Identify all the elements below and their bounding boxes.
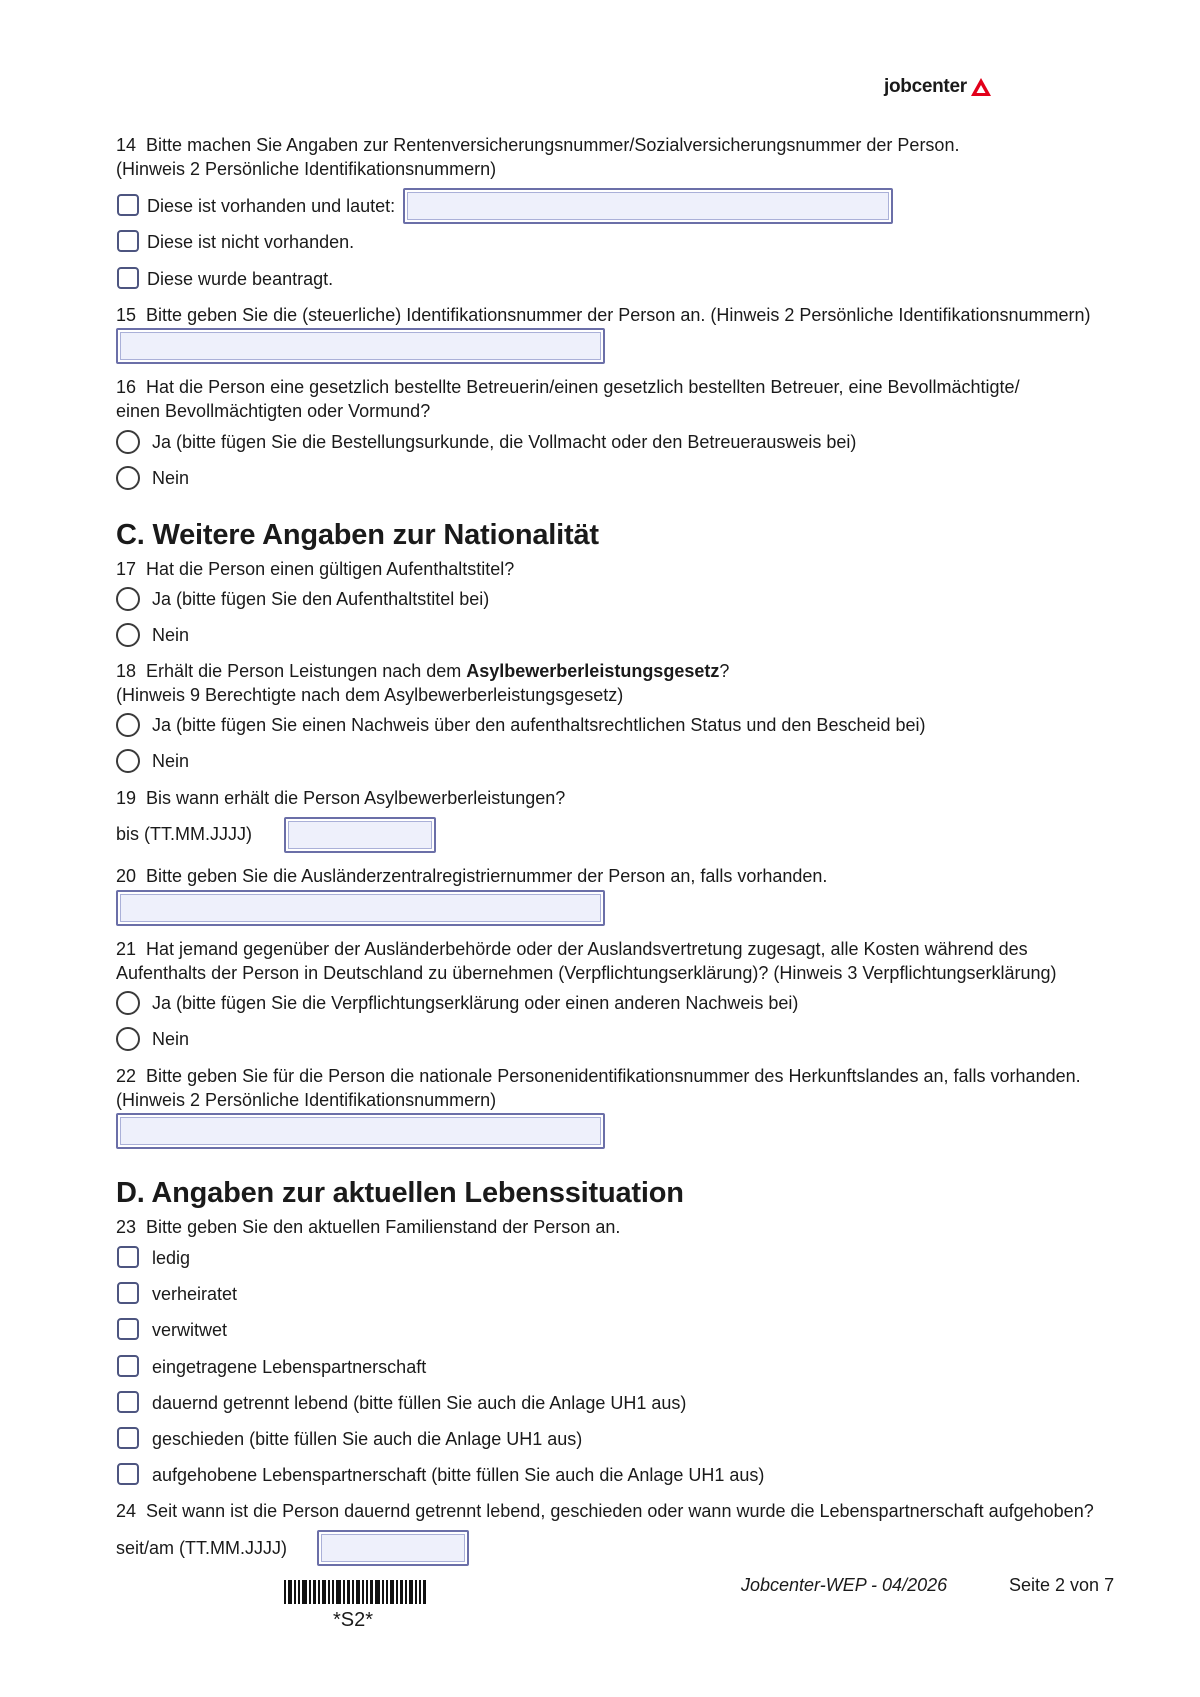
q23-option-label: aufgehobene Lebenspartnerschaft (bitte füllen Sie auch die Anlage UH1 aus)	[152, 1465, 765, 1485]
q22-text: Bitte geben Sie für die Person die nationale Personenidentifikationsnummer des Herkunftslandes an, falls vorhanden.	[146, 1066, 1081, 1086]
q14-question	[116, 134, 959, 156]
q17-no-label: Nein	[152, 625, 190, 645]
barcode-text: *S2*	[333, 1609, 374, 1631]
q14-hint: (Hinweis 2 Persönliche Identifikationsnummern)	[116, 159, 497, 179]
q21-yes-label: Ja (bitte fügen Sie die Verpflichtungserklärung oder einen anderen Nachweis bei)	[152, 993, 799, 1013]
q19-text: Bis wann erhält die Person Asylbewerberleistungen?	[146, 788, 566, 808]
q21-question	[116, 938, 1028, 960]
q18-yes-radio[interactable]	[116, 713, 140, 737]
q14-applied-label: Diese wurde beantragt.	[147, 269, 334, 289]
q21-text-line1: Hat jemand gegenüber der Ausländerbehörde oder der Auslandsvertretung zugesagt, alle Kosten während des	[146, 939, 1028, 959]
q21-text-line2: Aufenthalts der Person in Deutschland zu übernehmen (Verpflichtungserklärung)? (Hinweis 3 Verpflichtungserklärung)	[116, 963, 1057, 983]
q23-text: Bitte geben Sie den aktuellen Familienstand der Person an.	[146, 1217, 621, 1237]
q18-yes-label: Ja (bitte fügen Sie einen Nachweis über den aufenthaltsrechtlichen Status und den Bescheid bei)	[152, 715, 926, 735]
q16-number: 16	[116, 377, 137, 397]
form-id: Jobcenter-WEP - 04/2026	[741, 1575, 948, 1595]
q21-yes-radio[interactable]	[116, 991, 140, 1015]
q20-number: 20	[116, 866, 137, 886]
q16-yes-label: Ja (bitte fügen Sie die Bestellungsurkunde, die Vollmacht oder den Betreuerausweis bei)	[152, 432, 857, 452]
q18-question	[116, 660, 729, 682]
q23-option-label: ledig	[152, 1248, 191, 1268]
q19-date-label: bis (TT.MM.JJJJ)	[116, 824, 252, 844]
q19-date-input[interactable]	[284, 817, 436, 853]
q23-option-label: dauernd getrennt lebend (bitte füllen Sie auch die Anlage UH1 aus)	[152, 1393, 687, 1413]
q18-number: 18	[116, 661, 137, 681]
q19-question	[116, 787, 565, 809]
q14-present-label: Diese ist vorhanden und lautet:	[147, 196, 396, 216]
q14-applied-checkbox[interactable]	[117, 267, 139, 289]
q18-text-suffix: ?	[719, 661, 730, 681]
q14-text: Bitte machen Sie Angaben zur Rentenversicherungsnummer/Sozialversicherungsnummer der Person.	[146, 135, 960, 155]
q14-number-input[interactable]	[403, 188, 893, 224]
barcode	[284, 1580, 428, 1604]
q18-no-label: Nein	[152, 751, 190, 771]
q18-hint: (Hinweis 9 Berechtigte nach dem Asylbewerberleistungsgesetz)	[116, 685, 624, 705]
q23-option-label: verheiratet	[152, 1284, 238, 1304]
q17-question	[116, 558, 514, 580]
jobcenter-arrow-icon	[970, 77, 992, 97]
q23-verwitwet-checkbox[interactable]	[117, 1318, 139, 1340]
q23-ledig-checkbox[interactable]	[117, 1246, 139, 1268]
q16-text-line2: einen Bevollmächtigten oder Vormund?	[116, 401, 431, 421]
q16-question	[116, 376, 1020, 398]
q19-number: 19	[116, 788, 137, 808]
q15-number: 15	[116, 305, 137, 325]
q23-geschieden-checkbox[interactable]	[117, 1427, 139, 1449]
page-info: Seite 2 von 7	[1009, 1575, 1115, 1595]
q24-date-label: seit/am (TT.MM.JJJJ)	[116, 1538, 287, 1558]
q23-getrennt-checkbox[interactable]	[117, 1391, 139, 1413]
q22-national-id-input[interactable]	[116, 1113, 605, 1149]
q22-number: 22	[116, 1066, 137, 1086]
q24-date-input[interactable]	[317, 1530, 469, 1566]
section-c-title: C. Weitere Angaben zur Nationalität	[116, 519, 599, 551]
q21-no-label: Nein	[152, 1029, 190, 1049]
q15-text: Bitte geben Sie die (steuerliche) Identifikationsnummer der Person an. (Hinweis 2 Persönliche Identifikationsnummern)	[146, 305, 1091, 325]
q23-option-label: geschieden (bitte füllen Sie auch die Anlage UH1 aus)	[152, 1429, 583, 1449]
q17-yes-label: Ja (bitte fügen Sie den Aufenthaltstitel bei)	[152, 589, 490, 609]
q16-yes-radio[interactable]	[116, 430, 140, 454]
q20-azr-input[interactable]	[116, 890, 605, 926]
q21-number: 21	[116, 939, 137, 959]
q23-option-label: verwitwet	[152, 1320, 228, 1340]
q23-aufgehoben-checkbox[interactable]	[117, 1463, 139, 1485]
q14-not-present-label: Diese ist nicht vorhanden.	[147, 232, 355, 252]
q17-yes-radio[interactable]	[116, 587, 140, 611]
q17-text: Hat die Person einen gültigen Aufenthaltstitel?	[146, 559, 515, 579]
q15-question	[116, 304, 1091, 326]
q18-no-radio[interactable]	[116, 749, 140, 773]
q22-hint: (Hinweis 2 Persönliche Identifikationsnummern)	[116, 1090, 497, 1110]
q24-text: Seit wann ist die Person dauernd getrennt lebend, geschieden oder wann wurde die Lebenspartnerschaft aufgehoben?	[146, 1501, 1094, 1521]
q18-text-bold: Asylbewerberleistungsgesetz	[466, 661, 720, 681]
q20-text: Bitte geben Sie die Ausländerzentralregistriernummer der Person an, falls vorhanden.	[146, 866, 828, 886]
q22-question	[116, 1065, 1081, 1087]
q23-verheiratet-checkbox[interactable]	[117, 1282, 139, 1304]
logo-text: jobcenter	[884, 76, 967, 97]
q16-no-label: Nein	[152, 468, 190, 488]
q23-lebenspartnerschaft-checkbox[interactable]	[117, 1355, 139, 1377]
q24-question	[116, 1500, 1094, 1522]
q14-present-checkbox[interactable]	[117, 194, 139, 216]
q16-no-radio[interactable]	[116, 466, 140, 490]
q18-text-prefix: Erhält die Person Leistungen nach dem	[146, 661, 467, 681]
q23-question	[116, 1216, 620, 1238]
q21-no-radio[interactable]	[116, 1027, 140, 1051]
q15-id-input[interactable]	[116, 328, 605, 364]
q16-text-line1: Hat die Person eine gesetzlich bestellte Betreuerin/einen gesetzlich bestellten Betreuer, eine Bevollmächtigte/	[146, 377, 1020, 397]
q14-number: 14	[116, 135, 137, 155]
q17-no-radio[interactable]	[116, 623, 140, 647]
q23-number: 23	[116, 1217, 137, 1237]
q14-not-present-checkbox[interactable]	[117, 230, 139, 252]
jobcenter-logo	[884, 76, 992, 98]
q17-number: 17	[116, 559, 137, 579]
section-d-title: D. Angaben zur aktuellen Lebenssituation	[116, 1177, 684, 1209]
q24-number: 24	[116, 1501, 137, 1521]
q20-question	[116, 865, 827, 887]
q23-option-label: eingetragene Lebenspartnerschaft	[152, 1357, 427, 1377]
